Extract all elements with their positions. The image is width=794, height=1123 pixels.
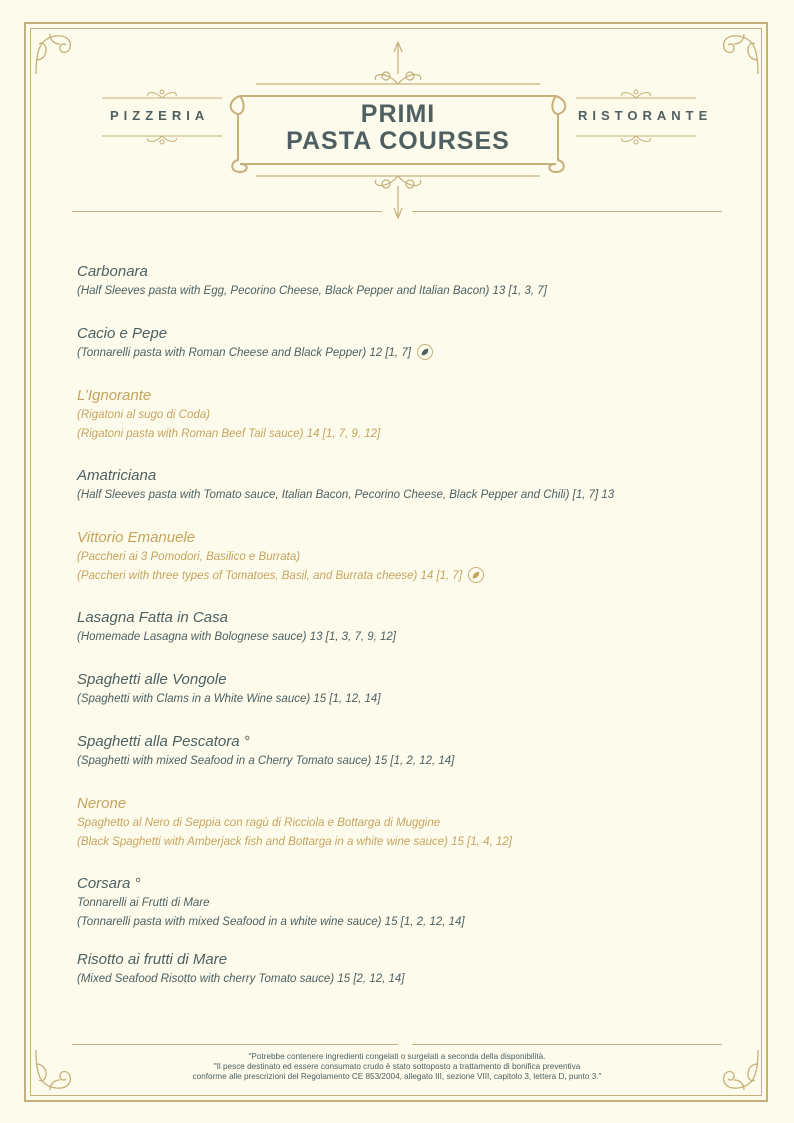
disclaimer-line-3: conforme alle prescrizioni del Regolamento CE 853/2004, allegato III, sezione VIII, capitolo 3, lettera D, punto 3." <box>192 1072 602 1081</box>
disclaimer-line-1: "Potrebbe contenere ingredienti congelati o surgelati a seconda della disponibilità. <box>248 1052 546 1061</box>
dish-description: (Spaghetti with Clams in a White Wine sauce) 15 [1, 12, 14] <box>77 693 381 705</box>
vegetarian-leaf-icon <box>417 344 433 360</box>
dish-description: (Tonnarelli pasta with mixed Seafood in a white wine sauce) 15 [1, 2, 12, 14] <box>77 916 465 928</box>
dish-name: Carbonara <box>77 263 148 280</box>
menu-item-spaghetti-vongole <box>77 670 737 709</box>
disclaimer-line-2: "Il pesce destinato ed essere consumato crudo è stato sottoposto a trattamento di bonifica preventiva <box>213 1062 581 1071</box>
dish-name: Nerone <box>77 795 127 812</box>
dish-name: Cacio e Pepe <box>77 325 168 342</box>
corner-ornament-top-right-icon <box>714 30 762 78</box>
menu-item-nerone <box>77 794 737 852</box>
menu-item-spaghetti-pescatora <box>77 732 737 771</box>
pizzeria-label: PIZZERIA <box>110 108 210 123</box>
dish-description: (Half Sleeves pasta with Egg, Pecorino Cheese, Black Pepper and Italian Bacon) 13 [1, 3, 7] <box>77 285 547 297</box>
dish-name: Spaghetti alle Vongole <box>77 671 227 688</box>
dish-description: (Homemade Lasagna with Bolognese sauce) 13 [1, 3, 7, 9, 12] <box>77 631 397 643</box>
dish-name: Risotto ai frutti di Mare <box>77 951 228 968</box>
dish-description: (Rigatoni pasta with Roman Beef Tail sauce) 14 [1, 7, 9, 12] <box>77 428 381 440</box>
menu-item-risotto-frutti-di-mare <box>77 950 737 989</box>
ristorante-label: RISTORANTE <box>578 108 713 123</box>
dish-description: (Tonnarelli pasta with Roman Cheese and Black Pepper) 12 [1, 7] <box>77 347 411 359</box>
dish-name: Amatriciana <box>77 467 157 484</box>
dish-name: Corsara ° <box>77 875 141 892</box>
section-title-primi: PRIMI <box>360 100 436 128</box>
corner-ornament-top-left-icon <box>32 30 80 78</box>
dish-description: (Half Sleeves pasta with Tomato sauce, Italian Bacon, Pecorino Cheese, Black Pepper and Chili) [1, 7] 13 <box>77 489 615 501</box>
footer-divider-right <box>412 1044 722 1045</box>
menu-item-amatriciana <box>77 466 737 505</box>
dish-description-italian: Spaghetto al Nero di Seppia con ragù di Ricciola e Bottarga di Muggine <box>77 817 441 829</box>
dish-description: (Paccheri with three types of Tomatoes, Basil, and Burrata cheese) 14 [1, 7] <box>77 570 463 582</box>
menu-item-cacio-e-pepe <box>77 324 737 363</box>
vegetarian-leaf-icon <box>468 567 484 583</box>
dish-name: L’Ignorante <box>77 387 152 404</box>
dish-description: (Spaghetti with mixed Seafood in a Cherry Tomato sauce) 15 [1, 2, 12, 14] <box>77 755 455 767</box>
dish-description: (Black Spaghetti with Amberjack fish and Bottarga in a white wine sauce) 15 [1, 4, 12] <box>77 836 512 848</box>
dish-description-italian: (Rigatoni al sugo di Coda) <box>77 409 210 421</box>
header-divider-right <box>412 211 722 212</box>
section-title-pasta-courses: PASTA COURSES <box>286 127 510 155</box>
menu-item-carbonara <box>77 262 737 301</box>
dish-name: Spaghetti alla Pescatora ° <box>77 733 250 750</box>
header-divider-left <box>72 211 382 212</box>
dish-description-italian: (Paccheri ai 3 Pomodori, Basilico e Burrata) <box>77 551 301 563</box>
menu-item-lasagna <box>77 608 737 647</box>
allergen-disclaimer <box>0 1052 794 1082</box>
dish-name: Lasagna Fatta in Casa <box>77 609 228 626</box>
menu-item-vittorio-emanuele <box>77 528 737 586</box>
dish-description: (Mixed Seafood Risotto with cherry Tomato sauce) 15 [2, 12, 14] <box>77 973 405 985</box>
dish-description-italian: Tonnarelli ai Frutti di Mare <box>77 897 210 909</box>
menu-item-corsara <box>77 874 737 932</box>
dish-name: Vittorio Emanuele <box>77 529 196 546</box>
menu-item-l-ignorante <box>77 386 737 444</box>
footer-divider-left <box>72 1044 398 1045</box>
